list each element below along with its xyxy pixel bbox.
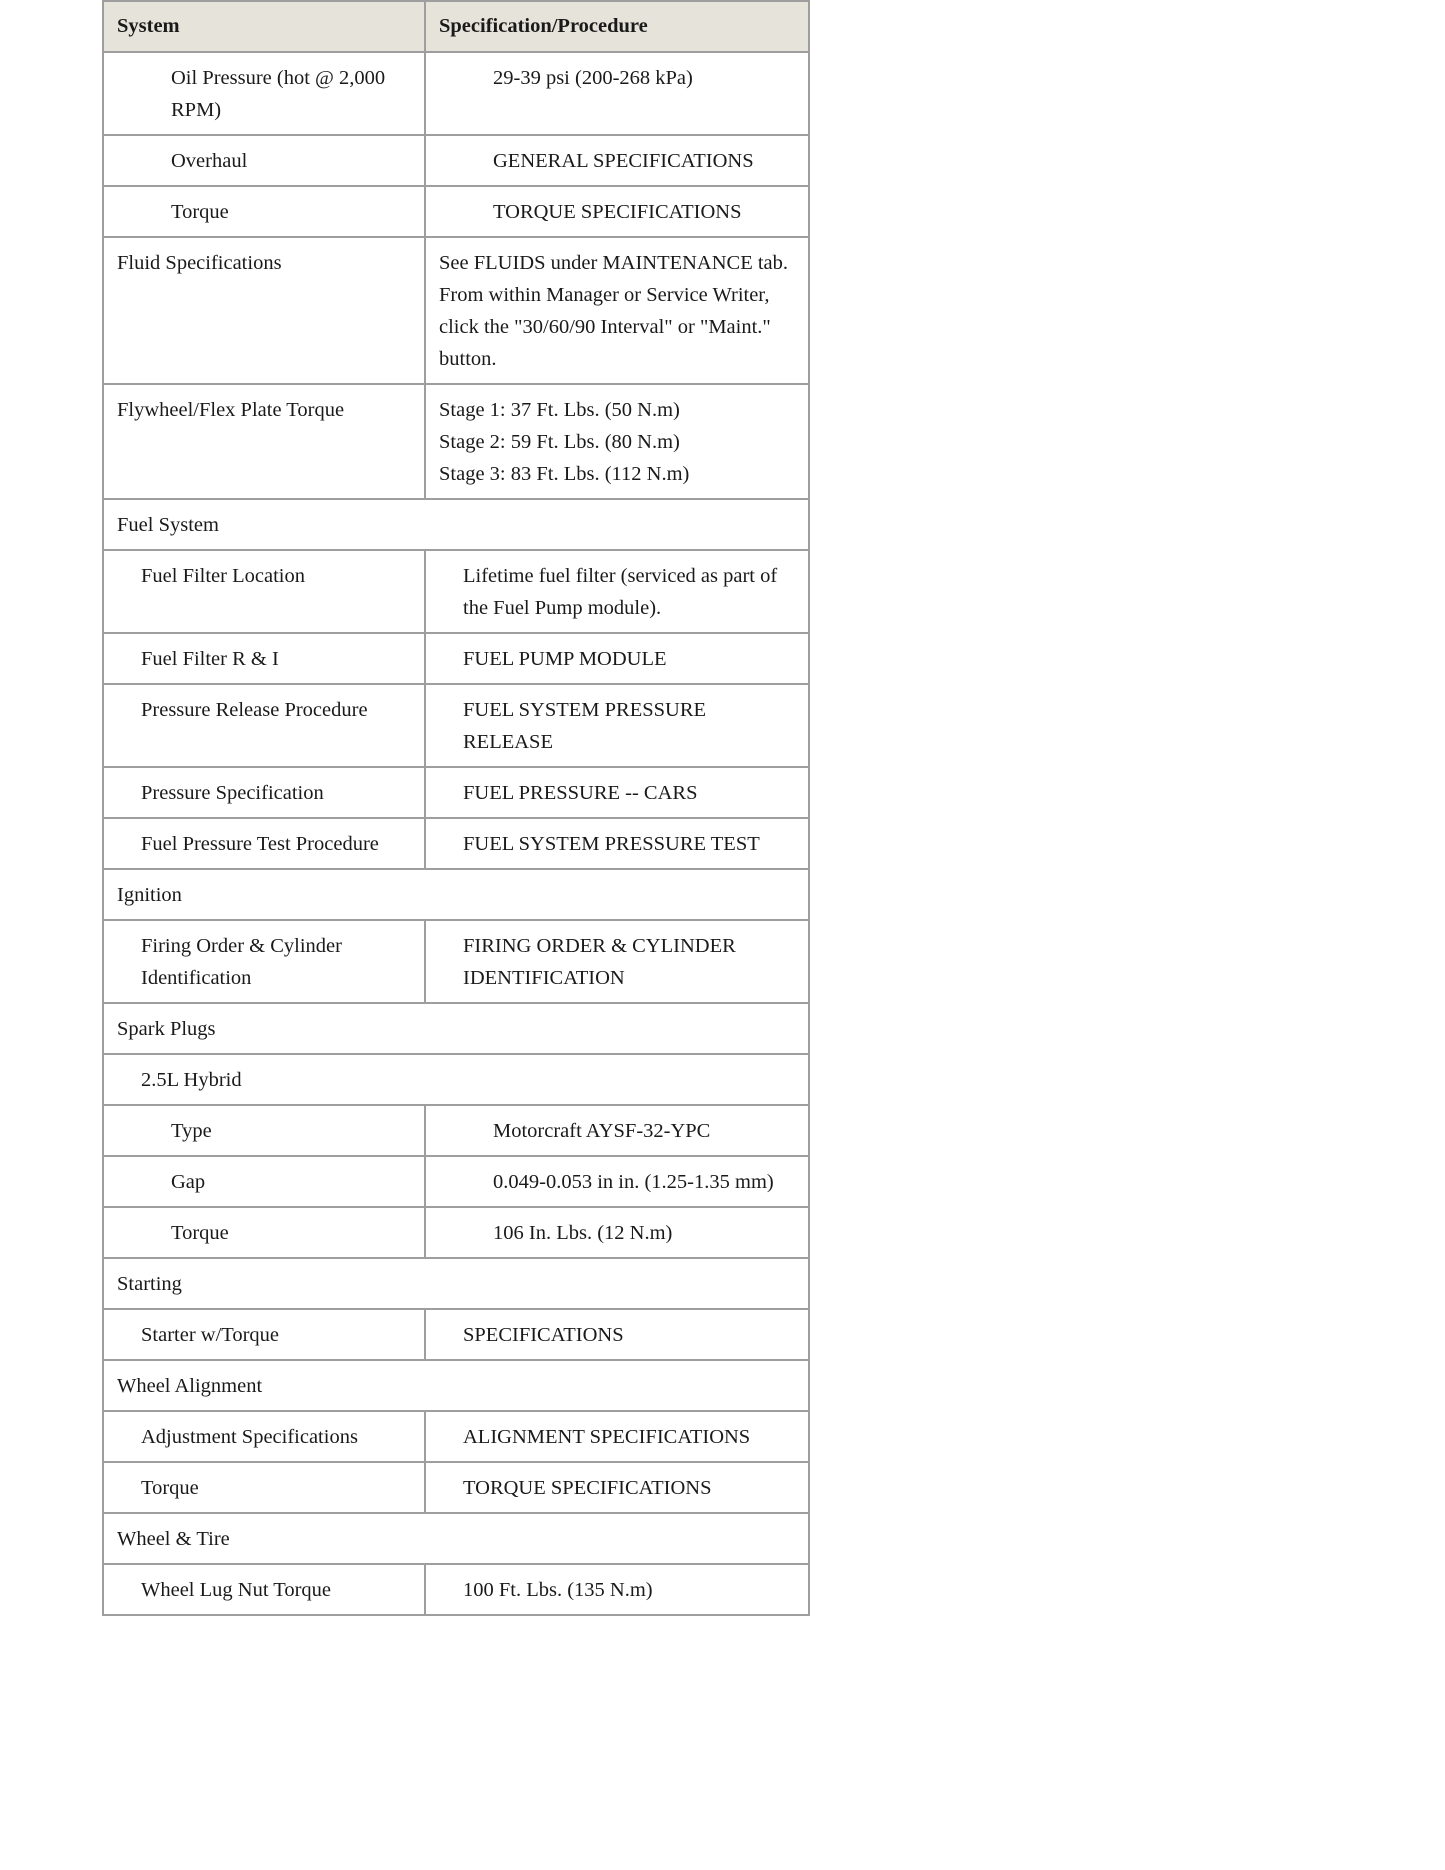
specification-table xyxy=(102,0,810,1616)
spec-cell: TORQUE SPECIFICATIONS xyxy=(425,186,809,237)
table-row xyxy=(103,920,809,1003)
section-header: Starting xyxy=(103,1258,809,1309)
table-row xyxy=(103,818,809,869)
spec-cell: FUEL SYSTEM PRESSURE RELEASE xyxy=(425,684,809,767)
section-header-row xyxy=(103,1054,809,1105)
section-header-row xyxy=(103,1003,809,1054)
table-row xyxy=(103,1462,809,1513)
section-header: Spark Plugs xyxy=(103,1003,809,1054)
system-cell: Fluid Specifications xyxy=(103,237,425,384)
system-cell: Type xyxy=(103,1105,425,1156)
system-cell: Firing Order & Cylinder Identification xyxy=(103,920,425,1003)
system-cell: Fuel Filter Location xyxy=(103,550,425,633)
section-header-row xyxy=(103,499,809,550)
spec-cell: GENERAL SPECIFICATIONS xyxy=(425,135,809,186)
system-cell: Overhaul xyxy=(103,135,425,186)
system-cell: Torque xyxy=(103,186,425,237)
table-row xyxy=(103,1105,809,1156)
section-header: Fuel System xyxy=(103,499,809,550)
system-cell: Starter w/Torque xyxy=(103,1309,425,1360)
section-header: Wheel & Tire xyxy=(103,1513,809,1564)
table-row xyxy=(103,1309,809,1360)
spec-cell: Lifetime fuel filter (serviced as part of the Fuel Pump module). xyxy=(425,550,809,633)
table-row xyxy=(103,384,809,499)
spec-cell: FIRING ORDER & CYLINDER IDENTIFICATION xyxy=(425,920,809,1003)
system-cell: Torque xyxy=(103,1462,425,1513)
system-column-header: System xyxy=(103,1,425,52)
system-cell: Oil Pressure (hot @ 2,000 RPM) xyxy=(103,52,425,135)
table-row xyxy=(103,1207,809,1258)
spec-cell: See FLUIDS under MAINTENANCE tab. From within Manager or Service Writer, click the "30/60/90 Interval" or "Maint." button. xyxy=(425,237,809,384)
table-row xyxy=(103,1156,809,1207)
spec-cell: 0.049-0.053 in in. (1.25-1.35 mm) xyxy=(425,1156,809,1207)
system-cell: Gap xyxy=(103,1156,425,1207)
system-cell: Flywheel/Flex Plate Torque xyxy=(103,384,425,499)
spec-cell xyxy=(425,384,809,499)
section-header-row xyxy=(103,1360,809,1411)
table-row xyxy=(103,52,809,135)
table-row xyxy=(103,237,809,384)
system-cell: Adjustment Specifications xyxy=(103,1411,425,1462)
system-cell: Fuel Filter R & I xyxy=(103,633,425,684)
spec-cell: 100 Ft. Lbs. (135 N.m) xyxy=(425,1564,809,1615)
spec-cell: TORQUE SPECIFICATIONS xyxy=(425,1462,809,1513)
section-header: 2.5L Hybrid xyxy=(103,1054,809,1105)
system-cell: Pressure Release Procedure xyxy=(103,684,425,767)
spec-cell: FUEL PUMP MODULE xyxy=(425,633,809,684)
table-row xyxy=(103,135,809,186)
spec-cell: SPECIFICATIONS xyxy=(425,1309,809,1360)
table-header-row xyxy=(103,1,809,52)
table-row xyxy=(103,1564,809,1615)
system-cell: Pressure Specification xyxy=(103,767,425,818)
table-row xyxy=(103,550,809,633)
section-header: Ignition xyxy=(103,869,809,920)
spec-line: Stage 3: 83 Ft. Lbs. (112 N.m) xyxy=(439,463,690,485)
spec-cell: Motorcraft AYSF-32-YPC xyxy=(425,1105,809,1156)
table-row xyxy=(103,767,809,818)
spec-line: Stage 2: 59 Ft. Lbs. (80 N.m) xyxy=(439,431,680,453)
table-row xyxy=(103,684,809,767)
section-header-row xyxy=(103,1258,809,1309)
section-header-row xyxy=(103,1513,809,1564)
spec-column-header: Specification/Procedure xyxy=(425,1,809,52)
section-header: Wheel Alignment xyxy=(103,1360,809,1411)
spec-cell: FUEL PRESSURE -- CARS xyxy=(425,767,809,818)
system-cell: Fuel Pressure Test Procedure xyxy=(103,818,425,869)
spec-line: Stage 1: 37 Ft. Lbs. (50 N.m) xyxy=(439,399,680,421)
system-cell: Torque xyxy=(103,1207,425,1258)
table-row xyxy=(103,186,809,237)
system-cell: Wheel Lug Nut Torque xyxy=(103,1564,425,1615)
spec-cell: FUEL SYSTEM PRESSURE TEST xyxy=(425,818,809,869)
table-row xyxy=(103,633,809,684)
spec-cell: 29-39 psi (200-268 kPa) xyxy=(425,52,809,135)
spec-cell: ALIGNMENT SPECIFICATIONS xyxy=(425,1411,809,1462)
section-header-row xyxy=(103,869,809,920)
spec-cell: 106 In. Lbs. (12 N.m) xyxy=(425,1207,809,1258)
table-body xyxy=(103,52,809,1615)
table-row xyxy=(103,1411,809,1462)
